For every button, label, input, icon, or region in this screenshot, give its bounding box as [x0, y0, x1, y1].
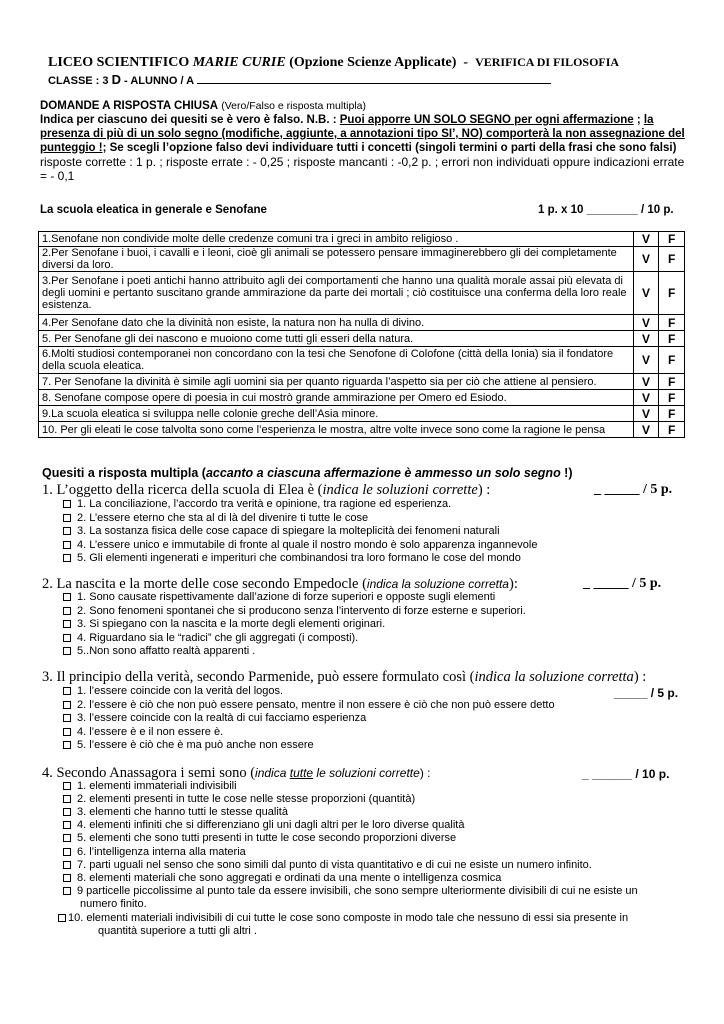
false-cell[interactable]: F — [659, 390, 685, 406]
option-item[interactable] — [63, 525, 500, 538]
table-row — [39, 331, 685, 347]
true-false-table — [38, 231, 685, 438]
option-text: 6. l’intelligenza interna alla materia — [77, 845, 246, 858]
false-cell[interactable]: F — [659, 347, 685, 374]
question-2-end: ): — [508, 576, 518, 592]
true-cell[interactable]: V — [633, 272, 659, 315]
q4-option-9-text-a: 9 particelle piccolissime al punto tale da essere invisibili, che sono sempre ulteriormente divisibili di cui ne esiste un — [77, 885, 638, 897]
vf-statement: 2.Per Senofane i buoi, i cavalli e i leoni, cioè gli animali se potessero pensare immaginerebbero gli dei completamente diversi da loro. — [39, 247, 634, 272]
option-item[interactable] — [63, 872, 501, 885]
option-text: 1. La conciliazione, l’accordo tra verità e opinione, tra ragione ed esperienza. — [77, 498, 452, 510]
option-item[interactable] — [63, 618, 385, 631]
student-name-field[interactable] — [197, 74, 551, 84]
section1-score: 1 p. x 10 ________ / 10 p. — [538, 204, 674, 216]
instructions-sep: ; — [633, 114, 644, 126]
class-value: D — [111, 72, 121, 87]
vf-statement: 1.Senofane non condivide molte delle credenze comuni tra i greci in ambito religioso . — [39, 232, 634, 247]
scoring-rules: risposte corrette : 1 p. ; risposte errate : - 0,25 ; risposte mancanti : -0,2 p. ; errori non individuati oppure indicazioni errate = - 0,1 — [40, 155, 685, 183]
checkbox[interactable] — [63, 741, 71, 749]
option-item[interactable] — [63, 645, 255, 658]
table-row — [39, 232, 685, 247]
option-text: 5. Gli elementi ingenerati e imperituri che combinandosi tra loro formano le cose del mondo — [77, 552, 521, 565]
header-dash: - — [463, 55, 469, 70]
option-item[interactable] — [63, 819, 464, 832]
question-3-note: indica la soluzione corretta — [474, 669, 634, 685]
vf-statement: 9.La scuola eleatica si sviluppa nelle colonie greche dell’Asia minore. — [39, 406, 634, 422]
option-text: 2. L’essere eterno che sta al di là del divenire ti tutte le cose — [77, 511, 369, 524]
test-title: VERIFICA DI FILOSOFIA — [475, 55, 620, 69]
true-cell[interactable]: V — [633, 347, 659, 374]
true-cell[interactable]: V — [633, 406, 659, 422]
section1-title: La scuola eleatica in generale e Senofane — [40, 204, 267, 216]
vf-statement: 8. Senofane compose opere di poesia in cui mostrò grande ammirazione per Omero ed Esiodo. — [39, 390, 634, 406]
option-item[interactable] — [63, 539, 537, 552]
checkbox[interactable] — [63, 782, 71, 790]
question-2-score: _ _____ / 5 p. — [583, 576, 662, 591]
document-header — [48, 55, 619, 71]
question-2-text: 2. La nascita e la morte delle cose secondo Empedocle ( — [42, 576, 367, 592]
checkbox[interactable] — [63, 500, 71, 508]
option-text: 3. Si spiegano con la nascita e la morte degli elementi originari. — [77, 618, 386, 631]
checkbox[interactable] — [63, 848, 71, 856]
school-name: MARIE CURIE — [192, 55, 286, 70]
instructions-rule-presence: la presenza di più di un solo segno (modifiche, aggiunte, a annotazioni tipo SI’, NO) comporterà la non assegnazione del punteggio ! — [40, 114, 685, 154]
checkbox[interactable] — [63, 874, 71, 882]
table-row — [39, 406, 685, 422]
question-4-note-a: indica — [255, 766, 290, 780]
question-1-text: 1. L’oggetto della ricerca della scuola di Elea è ( — [42, 482, 323, 498]
option-item[interactable] — [63, 699, 555, 712]
checkbox[interactable] — [63, 634, 71, 642]
mc-title-a: Quesiti a risposta multipla ( — [42, 466, 206, 480]
option-text: 1. elementi immateriali indivisibili — [77, 780, 237, 792]
false-cell[interactable]: F — [659, 247, 685, 272]
checkbox[interactable] — [63, 687, 71, 695]
option-item[interactable] — [63, 739, 314, 752]
option-item[interactable] — [63, 846, 246, 859]
option-item[interactable] — [63, 512, 368, 525]
question-4-note — [255, 766, 420, 780]
class-label: CLASSE : 3 — [48, 75, 109, 87]
checkbox[interactable] — [63, 714, 71, 722]
option-item[interactable] — [63, 552, 521, 565]
class-student-line — [48, 72, 551, 87]
q4-option-9-text-b: numero finito. — [80, 898, 147, 910]
mc-title-b: accanto a ciascuna affermazione è ammesso un solo segno — [205, 466, 561, 480]
checkbox[interactable] — [63, 728, 71, 736]
option-text: 8. elementi materiali che sono aggregati e ordinati da una mente o intelligenza cosmica — [77, 871, 502, 884]
checkbox[interactable] — [63, 527, 71, 535]
option-text: 2. Sono fenomeni spontanei che si producono senza l’intervento di forze esterne e superiori. — [77, 604, 526, 617]
option-text: 5. l’essere è ciò che è ma può anche non essere — [77, 739, 314, 752]
option-text: 5. elementi che sono tutti presenti in tutte le cose secondo proporzioni diverse — [77, 832, 457, 845]
school-label: LICEO SCIENTIFICO — [48, 55, 190, 70]
table-row — [39, 315, 685, 331]
false-cell[interactable]: F — [659, 232, 685, 247]
instructions-line1: Indica per ciascuno dei quesiti se è vero è falso. N.B. : — [40, 114, 340, 126]
question-1 — [42, 482, 490, 499]
true-cell[interactable]: V — [633, 247, 659, 272]
false-cell[interactable]: F — [659, 422, 685, 438]
table-row — [39, 272, 685, 315]
question-3-text: 3. Il principio della verità, secondo Parmenide, può essere formulato così ( — [42, 669, 475, 685]
option-item[interactable] — [63, 591, 495, 604]
option-text: 2. l’essere è ciò che non può essere pensato, mentre il non essere è ciò che non può essere detto — [77, 698, 555, 711]
question-4-note-b: le soluzioni corrette — [313, 766, 420, 780]
student-label: - ALUNNO / A — [124, 75, 194, 87]
table-row — [39, 374, 685, 390]
instructions-rule-one-sign: Puoi apporre UN SOLO SEGNO per ogni affermazione — [339, 114, 634, 126]
option-item[interactable] — [63, 832, 456, 845]
option-text: 3. La sostanza fisica delle cose capace di spiegare la molteplicità dei fenomeni naturali — [77, 525, 500, 538]
false-cell[interactable]: F — [659, 331, 685, 347]
question-2-note: indica la soluzione corretta — [366, 577, 509, 591]
option-text: 4. Riguardano sia le “radici” che gli aggregati (i composti). — [77, 631, 359, 644]
option-item[interactable] — [63, 806, 288, 819]
checkbox[interactable] — [63, 887, 71, 895]
true-cell[interactable]: V — [633, 390, 659, 406]
table-row — [39, 422, 685, 438]
checkbox[interactable] — [63, 861, 71, 869]
q4-option-10-text-b: quantità superiore a tutti gli altri . — [98, 925, 257, 937]
checkbox[interactable] — [63, 541, 71, 549]
option-item[interactable] — [63, 859, 592, 872]
mc-title-c: !) — [560, 466, 573, 480]
q4-option-9[interactable] — [63, 885, 663, 911]
true-cell[interactable]: V — [633, 374, 659, 390]
vf-statement: 3.Per Senofane i poeti antichi hanno attribuito agli dei comportamenti che hanno una qualità morale assai più elevata di degli uomini e pertanto suscitano grande ammirazione da parte dei mortali ; ciò costituisce una conferma della loro reale esistenza. — [39, 272, 634, 315]
true-cell[interactable]: V — [633, 422, 659, 438]
mc-section-title — [42, 466, 573, 480]
option-text: 4. l’essere è e il non essere è. — [77, 725, 224, 738]
question-4-note-u: tutte — [289, 766, 314, 780]
true-cell[interactable]: V — [633, 315, 659, 331]
vf-statement: 6.Molti studiosi contemporanei non concordano con la tesi che Senofone di Colofone (città della Ionia) sia il fondatore della scuola eleatica. — [39, 347, 634, 374]
instructions-note: (Vero/Falso e risposta multipla) — [221, 100, 366, 112]
table-row — [39, 247, 685, 272]
option-text: 1. l’essere coincide con la verità del logos. — [77, 685, 284, 697]
option-item[interactable] — [63, 793, 415, 806]
option-item[interactable] — [63, 498, 451, 511]
checkbox[interactable] — [63, 514, 71, 522]
checkbox[interactable] — [63, 554, 71, 562]
question-4-score: _ ______ / 10 p. — [582, 767, 670, 781]
option-text: 3. elementi che hanno tutti le stesse qualità — [77, 806, 288, 819]
question-3-end: ) : — [633, 669, 647, 685]
instructions-title: DOMANDE A RISPOSTA CHIUSA — [40, 100, 219, 112]
table-row — [39, 390, 685, 406]
false-cell[interactable]: F — [659, 272, 685, 315]
true-cell[interactable]: V — [633, 331, 659, 347]
vf-statement: 5. Per Senofane gli dei nascono e muoiono come tutti gli esseri della natura. — [39, 331, 634, 347]
option-text: 5..Non sono affatto realtà apparenti . — [77, 645, 256, 658]
table-row — [39, 347, 685, 374]
checkbox[interactable] — [63, 834, 71, 842]
option-item[interactable] — [63, 632, 358, 645]
true-cell[interactable]: V — [633, 232, 659, 247]
option-text: 4. elementi infiniti che si differenziano gli uni dagli altri per le loro diverse qualità — [77, 819, 465, 832]
option-item[interactable] — [63, 685, 283, 698]
vf-statement: 7. Per Senofane la divinità è simile agli uomini sia per quanto riguarda l’aspetto sia per ciò che attiene al pensiero. — [39, 374, 634, 390]
option-item[interactable] — [63, 780, 237, 793]
option-text: 2. elementi presenti in tutte le cose nelle stesse proporzioni (quantità) — [77, 793, 416, 806]
q4-option-10-text-a: 10. elementi materiali indivisibili di cui tutte le cose sono composte in modo tale che nessuno di essi sia presente in — [68, 912, 629, 924]
option-text: 7. parti uguali nel senso che sono simili dal punto di vista quantitativo e di cui ne esiste un numero infinito. — [77, 858, 592, 871]
question-1-note: indica le soluzioni corrette — [322, 482, 478, 498]
question-4-text: 4. Secondo Anassagora i semi sono ( — [42, 765, 256, 781]
vf-statement: 4.Per Senofane dato che la divinità non esiste, la natura non ha nulla di divino. — [39, 315, 634, 331]
checkbox[interactable] — [63, 647, 71, 655]
false-cell[interactable]: F — [659, 406, 685, 422]
question-3-score: _____ / 5 p. — [614, 686, 679, 700]
false-cell[interactable]: F — [659, 315, 685, 331]
instructions-line2: ; Se scegli l’opzione falso devi individuare tutti i concetti (singoli termini o parti della frasi che sono falsi) — [102, 142, 677, 154]
option-item[interactable] — [63, 712, 366, 725]
checkbox[interactable] — [63, 620, 71, 628]
checkbox[interactable] — [63, 593, 71, 601]
checkbox[interactable] — [63, 607, 71, 615]
school-option: (Opzione Scienze Applicate) — [289, 55, 457, 70]
checkbox[interactable] — [58, 914, 66, 922]
option-text: 3. l’essere coincide con la realtà di cui facciamo esperienza — [77, 712, 367, 725]
checkbox[interactable] — [63, 821, 71, 829]
vf-statement: 10. Per gli eleati le cose talvolta sono come l’esperienza le mostra, altre volte invece sono come la ragione le pensa — [39, 422, 634, 438]
question-4-end: ) : — [419, 766, 431, 780]
option-text: 4. L’essere unico e immutabile di fronte al quale il nostro mondo è solo apparenza ingannevole — [77, 538, 538, 551]
question-3 — [42, 669, 646, 686]
checkbox[interactable] — [63, 701, 71, 709]
option-item[interactable] — [63, 726, 223, 739]
false-cell[interactable]: F — [659, 374, 685, 390]
checkbox[interactable] — [63, 808, 71, 816]
question-1-score: _ _____ / 5 p. — [594, 482, 673, 497]
checkbox[interactable] — [63, 795, 71, 803]
option-item[interactable] — [63, 605, 526, 618]
q4-option-10[interactable] — [58, 912, 678, 938]
option-text: 1. Sono causate rispettivamente dall’azione di forze superiori e opposte sugli elementi — [77, 591, 496, 603]
instructions — [40, 99, 688, 183]
question-1-end: ) : — [477, 482, 491, 498]
